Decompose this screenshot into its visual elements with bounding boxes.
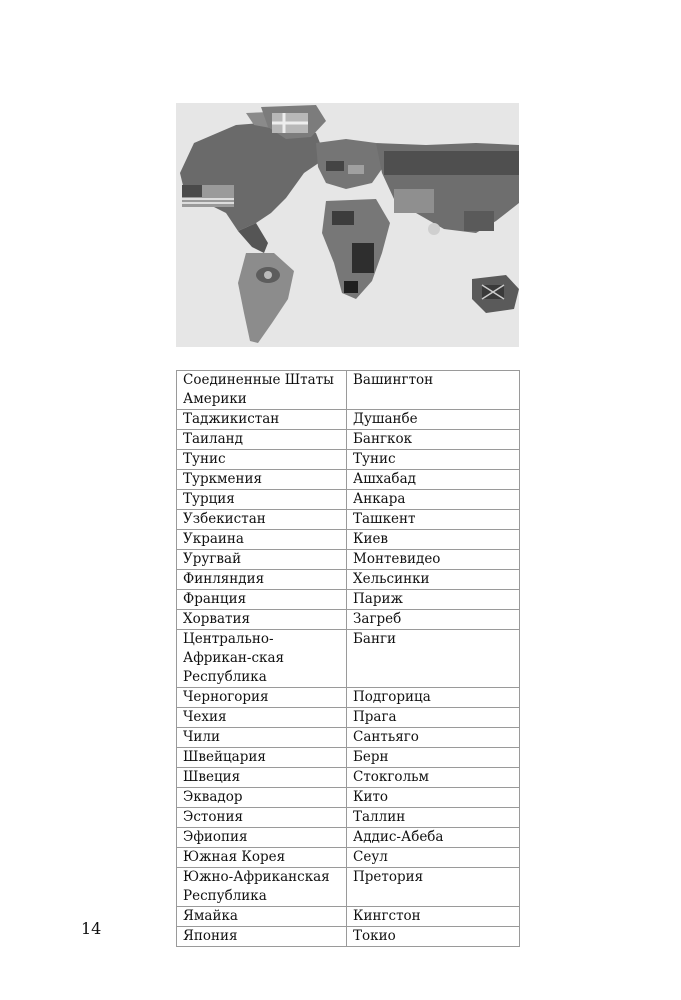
capital-cell: Стокгольм xyxy=(347,768,520,788)
country-cell: Таиланд xyxy=(177,430,347,450)
table-row xyxy=(177,828,520,848)
table-row xyxy=(177,907,520,927)
country-cell: Тунис xyxy=(177,450,347,470)
table-row xyxy=(177,748,520,768)
table-row xyxy=(177,430,520,450)
table-row xyxy=(177,708,520,728)
country-cell: Турция xyxy=(177,490,347,510)
capital-cell: Киев xyxy=(347,530,520,550)
capital-cell: Ашхабад xyxy=(347,470,520,490)
country-cell: Франция xyxy=(177,590,347,610)
capital-cell: Банги xyxy=(347,630,520,688)
capital-cell: Аддис-Абеба xyxy=(347,828,520,848)
capital-cell: Ташкент xyxy=(347,510,520,530)
world-map-svg xyxy=(176,103,519,347)
capital-cell: Вашингтон xyxy=(347,371,520,410)
capital-cell: Таллин xyxy=(347,808,520,828)
table-body xyxy=(177,371,520,947)
table-row xyxy=(177,688,520,708)
capital-cell: Прага xyxy=(347,708,520,728)
capital-cell: Бангкок xyxy=(347,430,520,450)
capital-cell: Кингстон xyxy=(347,907,520,927)
country-cell: Эфиопия xyxy=(177,828,347,848)
country-cell: Хорватия xyxy=(177,610,347,630)
table-row xyxy=(177,530,520,550)
country-cell: Швейцария xyxy=(177,748,347,768)
capital-cell: Тунис xyxy=(347,450,520,470)
world-map-image xyxy=(176,103,519,347)
country-cell: Япония xyxy=(177,927,347,947)
country-cell: Украина xyxy=(177,530,347,550)
country-cell: Таджикистан xyxy=(177,410,347,430)
capital-cell: Загреб xyxy=(347,610,520,630)
table-row xyxy=(177,610,520,630)
capital-cell: Хельсинки xyxy=(347,570,520,590)
country-cell: Уругвай xyxy=(177,550,347,570)
capital-cell: Претория xyxy=(347,868,520,907)
table-row xyxy=(177,788,520,808)
capital-cell: Берн xyxy=(347,748,520,768)
capital-cell: Париж xyxy=(347,590,520,610)
table-row xyxy=(177,410,520,430)
table-row xyxy=(177,927,520,947)
table-row xyxy=(177,868,520,907)
country-cell: Туркмения xyxy=(177,470,347,490)
country-cell: Черногория xyxy=(177,688,347,708)
table-row xyxy=(177,808,520,828)
table-row xyxy=(177,490,520,510)
countries-capitals-table xyxy=(176,370,520,947)
country-cell: Южно-Африканская Республика xyxy=(177,868,347,907)
table-row xyxy=(177,570,520,590)
country-cell: Соединенные Штаты Америки xyxy=(177,371,347,410)
table-row xyxy=(177,768,520,788)
country-cell: Эквадор xyxy=(177,788,347,808)
table-row xyxy=(177,450,520,470)
country-cell: Эстония xyxy=(177,808,347,828)
country-cell: Чехия xyxy=(177,708,347,728)
table-row xyxy=(177,470,520,490)
table-row xyxy=(177,550,520,570)
country-cell: Чили xyxy=(177,728,347,748)
capital-cell: Монтевидео xyxy=(347,550,520,570)
country-cell: Узбекистан xyxy=(177,510,347,530)
capital-cell: Подгорица xyxy=(347,688,520,708)
table-row xyxy=(177,848,520,868)
capital-cell: Сантьяго xyxy=(347,728,520,748)
capital-cell: Анкара xyxy=(347,490,520,510)
capital-cell: Токио xyxy=(347,927,520,947)
capital-cell: Сеул xyxy=(347,848,520,868)
table-row xyxy=(177,728,520,748)
table-row xyxy=(177,630,520,688)
table-row xyxy=(177,590,520,610)
page-number: 14 xyxy=(81,919,102,938)
table-row xyxy=(177,510,520,530)
country-cell: Ямайка xyxy=(177,907,347,927)
country-cell: Южная Корея xyxy=(177,848,347,868)
capital-cell: Кито xyxy=(347,788,520,808)
country-cell: Швеция xyxy=(177,768,347,788)
capital-cell: Душанбе xyxy=(347,410,520,430)
country-cell: Финляндия xyxy=(177,570,347,590)
country-cell: Центрально-Африкан-ская Республика xyxy=(177,630,347,688)
table-row xyxy=(177,371,520,410)
